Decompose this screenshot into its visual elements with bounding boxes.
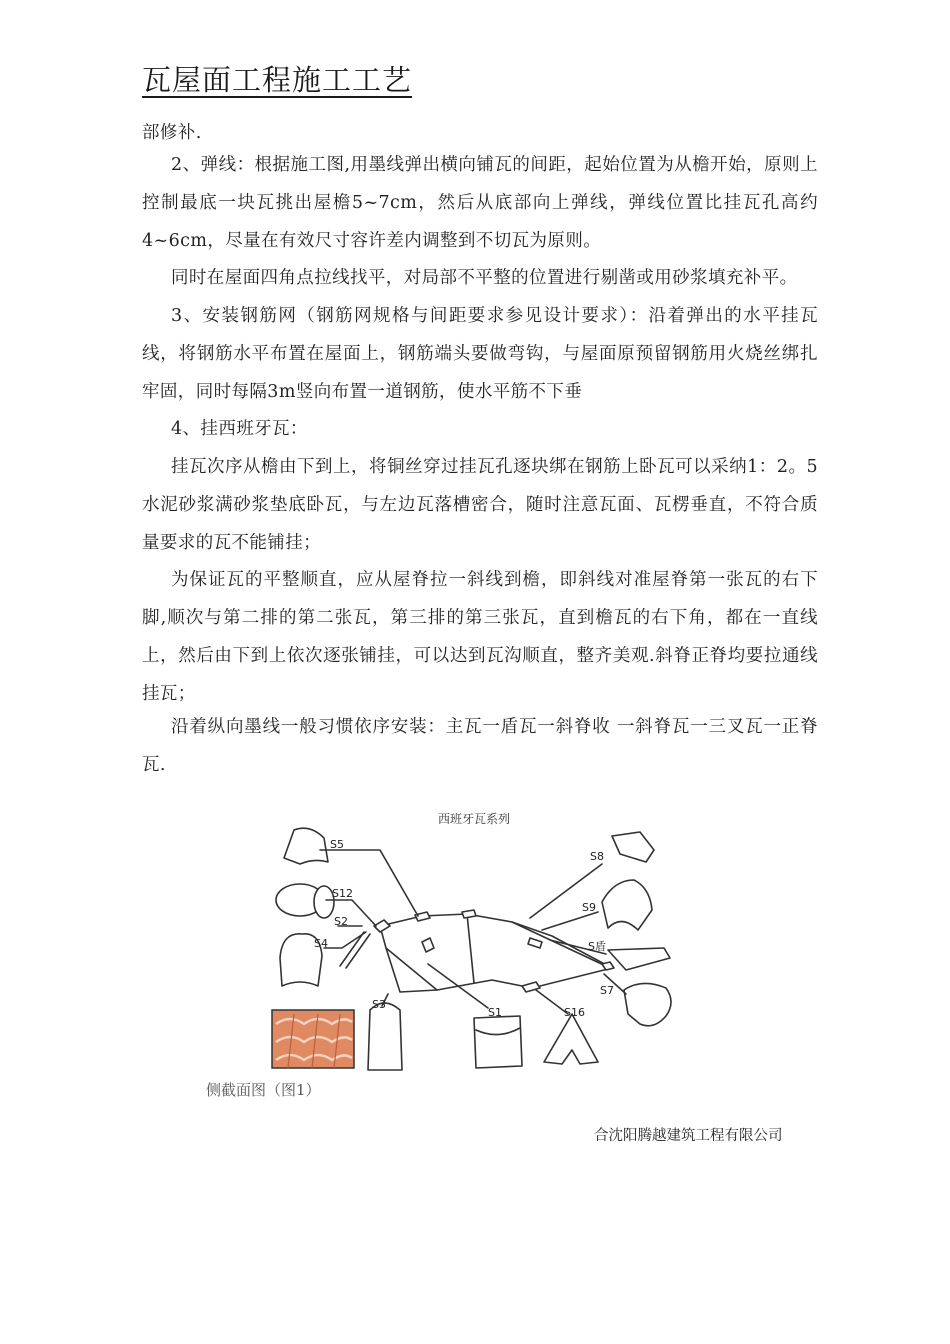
paragraph-2: 2、弹线：根据施工图,用墨线弹出横向铺瓦的间距，起始位置为从檐开始，原则上控制最底一块瓦挑出屋檐5~7cm，然后从底部向上弹线，弹线位置比挂瓦孔高约4~6cm，尽量在有效尺寸容许差内调整到不切瓦为原则。 [142, 155, 818, 251]
label-s4: S4 [314, 937, 328, 950]
paragraph-3: 同时在屋面四角点拉线找平，对局部不平整的位置进行剔凿或用砂浆填充补平。 [171, 268, 798, 288]
paragraph-4: 3、安装钢筋网（钢筋网规格与间距要求参见设计要求）：沿着弹出的水平挂瓦线，将钢筋水平布置在屋面上，钢筋端头要做弯钩，与屋面原预留钢筋用火烧丝绑扎牢固，同时每隔3m竖向布置一道钢筋，使水平筋不下垂 [142, 306, 818, 402]
paragraph-6: 挂瓦次序从檐由下到上，将铜丝穿过挂瓦孔逐块绑在钢筋上卧瓦可以采纳1：2。5水泥砂浆满砂浆垫底卧瓦，与左边瓦落槽密合，随时注意瓦面、瓦楞垂直，不符合质量要求的瓦不能铺挂； [142, 457, 818, 553]
paragraph-1: 部修补. [142, 123, 202, 143]
label-s16: S16 [564, 1006, 585, 1019]
label-s2: S2 [334, 915, 348, 928]
label-s9: S9 [582, 901, 596, 914]
tile-closeup-swatch [272, 1010, 354, 1068]
paragraph-8: 沿着纵向墨线一般习惯依序安装：主瓦一盾瓦一斜脊收 一斜脊瓦一三叉瓦一正脊瓦. [142, 717, 818, 775]
label-s12: S12 [332, 887, 353, 900]
figure-title: 西班牙瓦系列 [438, 812, 511, 826]
paragraph-7: 为保证瓦的平整顺直，应从屋脊拉一斜线到檐，即斜线对准屋脊第一张瓦的右下脚,顺次与第二排的第二张瓦，第三排的第三张瓦，直到檐瓦的右下角，都在一直线上，然后由下到上依次逐张铺挂，可以达到瓦沟顺直，整齐美观.斜脊正脊均要拉通线挂瓦； [142, 570, 818, 704]
label-s7: S7 [600, 984, 614, 997]
label-s-dun: S盾 [588, 940, 606, 953]
label-s5: S5 [330, 838, 344, 851]
paragraph-5: 4、挂西班牙瓦： [171, 419, 308, 439]
figure-caption: 侧截面图（图1） [206, 1081, 321, 1099]
label-s3: S3 [372, 998, 386, 1011]
label-s8: S8 [590, 850, 604, 863]
document-title: 瓦屋面工程施工工艺 [142, 63, 413, 97]
ridge-line [467, 914, 474, 983]
label-s1: S1 [488, 1006, 502, 1019]
company-name: 合沈阳腾越建筑工程有限公司 [594, 1128, 783, 1144]
hip-line-left [386, 948, 437, 990]
spanish-tile-diagram [262, 818, 682, 1078]
